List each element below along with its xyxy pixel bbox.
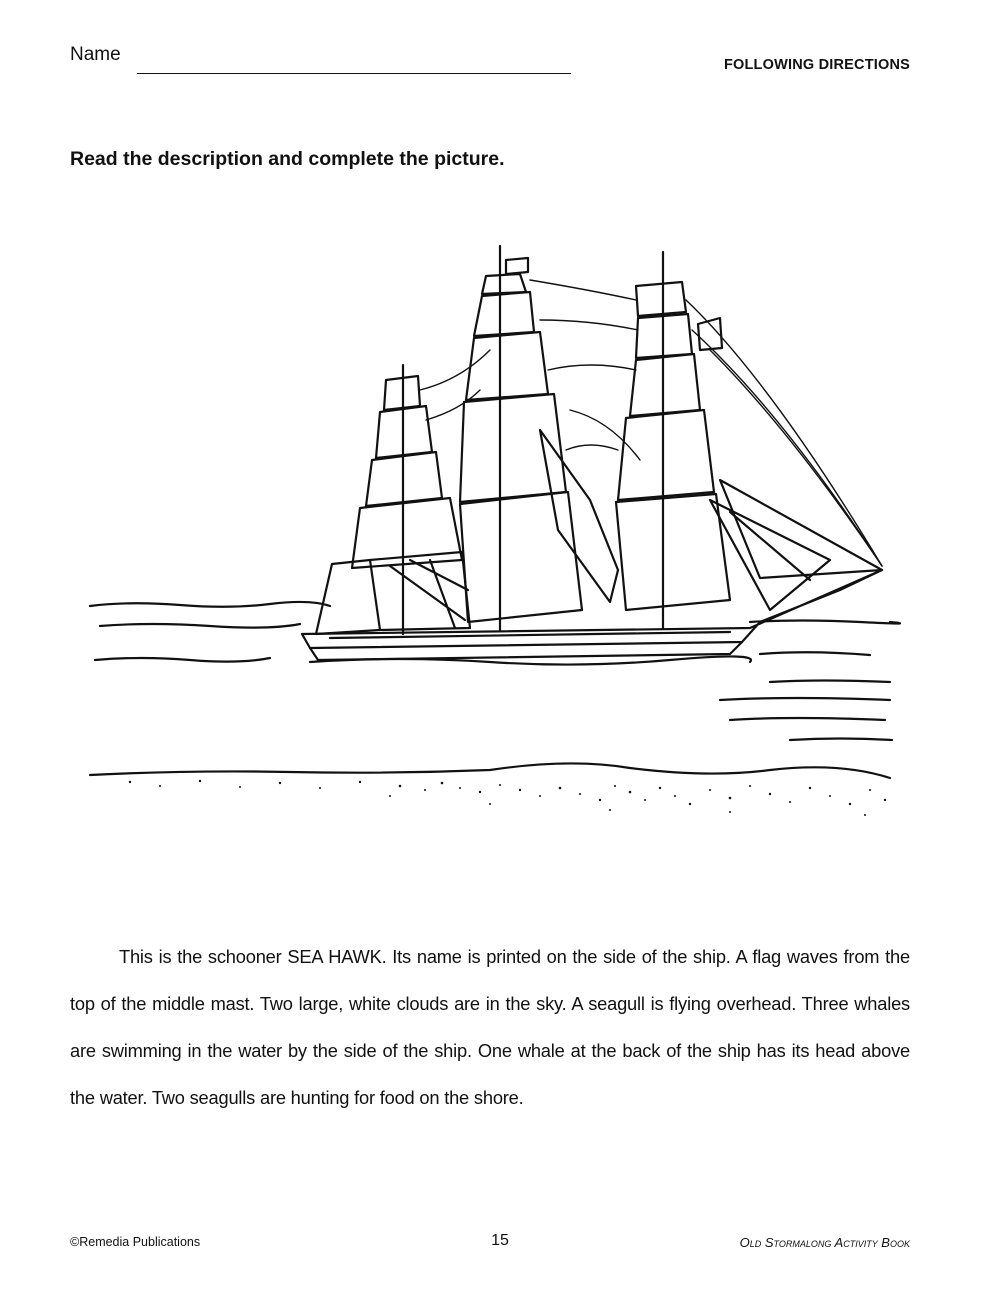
description-paragraph: This is the schooner SEA HAWK. Its name is printed on the side of the ship. A flag waves from the top of the middle mast. Two large, white clouds are in the sky. A seagull is flying overhead. Three whales are swimming in the water by the side of the ship. One whale at the back of the ship has its head above the water. Two seagulls are hunting for food on the shore. bbox=[70, 946, 910, 1108]
shore-stipple bbox=[129, 780, 886, 816]
middle-mast-sails bbox=[460, 258, 618, 622]
footer-book-title: Old Stormalong Activity Book bbox=[739, 1235, 910, 1250]
name-field-row bbox=[70, 44, 571, 66]
sea-lines bbox=[90, 602, 900, 740]
front-mast-sails bbox=[616, 282, 730, 610]
name-label: Name bbox=[70, 44, 121, 65]
rear-mast-sails bbox=[316, 376, 470, 634]
name-write-line[interactable] bbox=[137, 73, 571, 74]
shore-line bbox=[90, 763, 890, 778]
page-number: 15 bbox=[491, 1232, 509, 1249]
footer-publisher: ©Remedia Publications bbox=[70, 1235, 201, 1249]
instruction-heading: Read the description and complete the picture. bbox=[70, 148, 505, 170]
ship-illustration bbox=[70, 230, 930, 840]
jib-sails bbox=[710, 480, 882, 610]
ship-hull bbox=[302, 570, 882, 660]
section-label: FOLLOWING DIRECTIONS bbox=[723, 57, 910, 73]
rigging-lines bbox=[420, 280, 882, 566]
